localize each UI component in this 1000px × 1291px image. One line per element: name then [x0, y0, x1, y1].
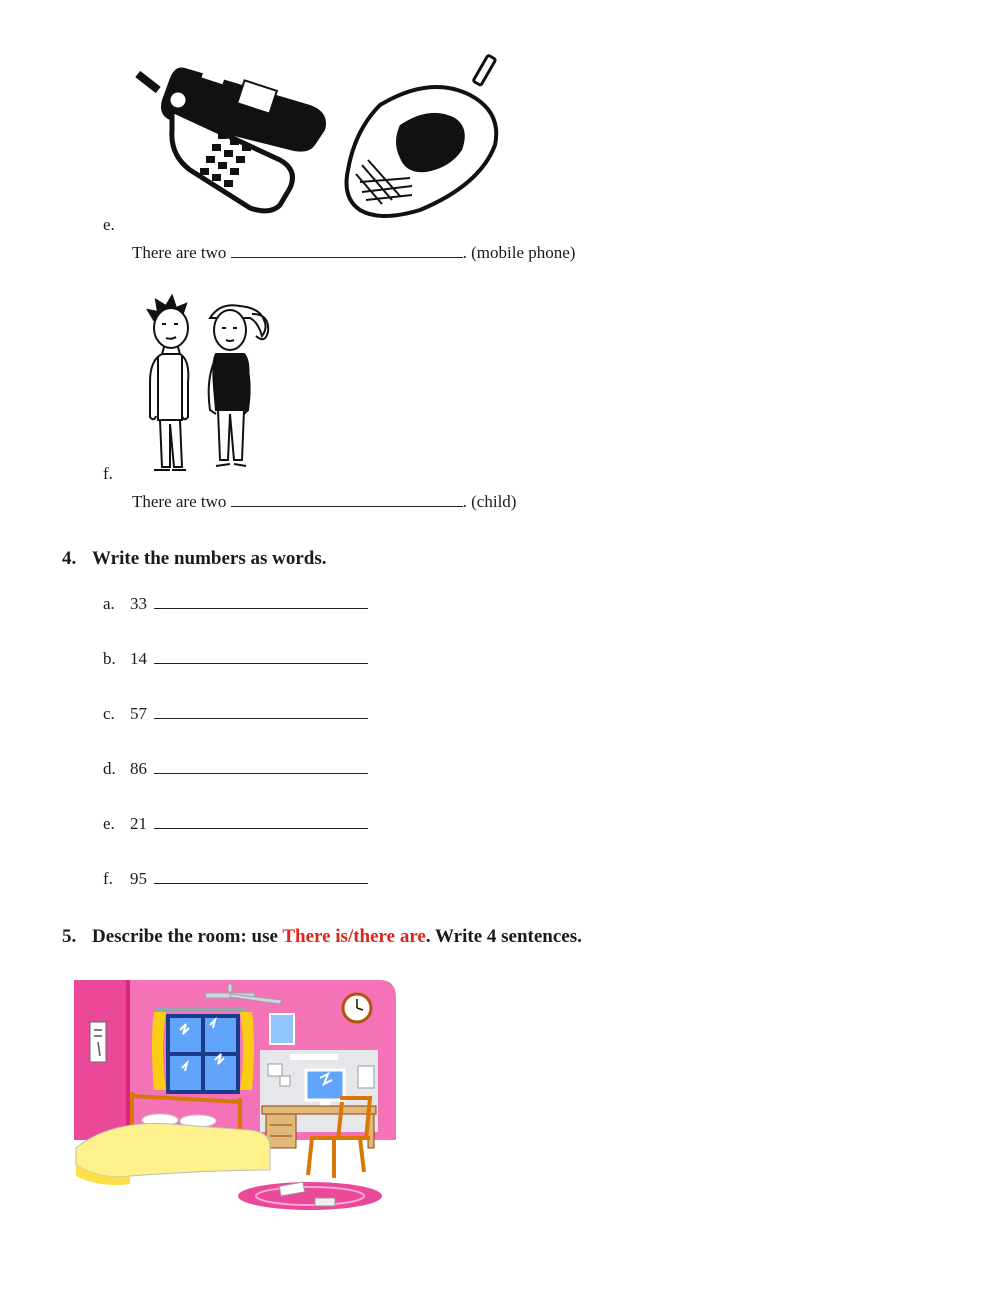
number-item-b	[103, 649, 368, 669]
answer-blank-mobile-phone[interactable]	[231, 256, 463, 258]
number-item-e	[103, 814, 368, 834]
number-item-a	[103, 594, 368, 614]
exercise-5-heading	[62, 926, 582, 948]
bar-phone	[347, 55, 497, 216]
calendar	[90, 1022, 106, 1062]
children-illustration	[140, 292, 275, 477]
girl-figure	[209, 305, 269, 466]
exercise-title-start: Describe the room: use	[92, 926, 283, 947]
wall-clock	[343, 994, 371, 1022]
item-number: 33	[130, 594, 147, 613]
number-item-d	[103, 759, 368, 779]
sentence-hint: . (child)	[462, 492, 517, 511]
mobile-phones-illustration	[130, 50, 510, 225]
flip-phone	[135, 67, 326, 210]
sentence-hint: . (mobile phone)	[462, 243, 576, 262]
answer-blank[interactable]	[154, 882, 368, 884]
sentence-prefix: There are two	[132, 243, 227, 262]
item-letter-f: f.	[103, 464, 113, 483]
item-number: 86	[130, 759, 147, 778]
sentence-prefix: There are two	[132, 492, 227, 511]
exercise-number: 4.	[62, 548, 77, 569]
rug	[238, 1182, 382, 1210]
answer-blank-child[interactable]	[231, 505, 463, 507]
bedroom-illustration	[70, 980, 400, 1220]
item-letter: f.	[103, 869, 113, 888]
item-letter: a.	[103, 594, 115, 613]
exercise-title-highlight: There is/there are	[282, 926, 426, 947]
number-item-c	[103, 704, 368, 724]
item-letter: d.	[103, 759, 116, 778]
item-letter: b.	[103, 649, 116, 668]
exercise-4-heading	[62, 548, 327, 570]
sentence-child	[132, 492, 516, 512]
computer	[306, 1070, 344, 1106]
answer-blank[interactable]	[154, 717, 368, 719]
sentence-mobile-phone	[132, 243, 575, 263]
exercise-title-end: . Write 4 sentences.	[425, 926, 582, 947]
exercise-title: Write the numbers as words.	[92, 548, 327, 569]
item-number: 14	[130, 649, 147, 668]
wall-picture	[270, 1014, 294, 1044]
exercise-number: 5.	[62, 926, 77, 947]
answer-blank[interactable]	[154, 772, 368, 774]
answer-blank[interactable]	[154, 827, 368, 829]
boy-figure	[148, 296, 188, 470]
item-letter-e: e.	[103, 215, 115, 234]
answer-blank[interactable]	[154, 607, 368, 609]
item-number: 21	[130, 814, 147, 833]
item-letter: e.	[103, 814, 115, 833]
item-number: 57	[130, 704, 147, 723]
window	[152, 1008, 254, 1092]
number-item-f	[103, 869, 368, 889]
item-number: 95	[130, 869, 147, 888]
item-letter: c.	[103, 704, 115, 723]
answer-blank[interactable]	[154, 662, 368, 664]
